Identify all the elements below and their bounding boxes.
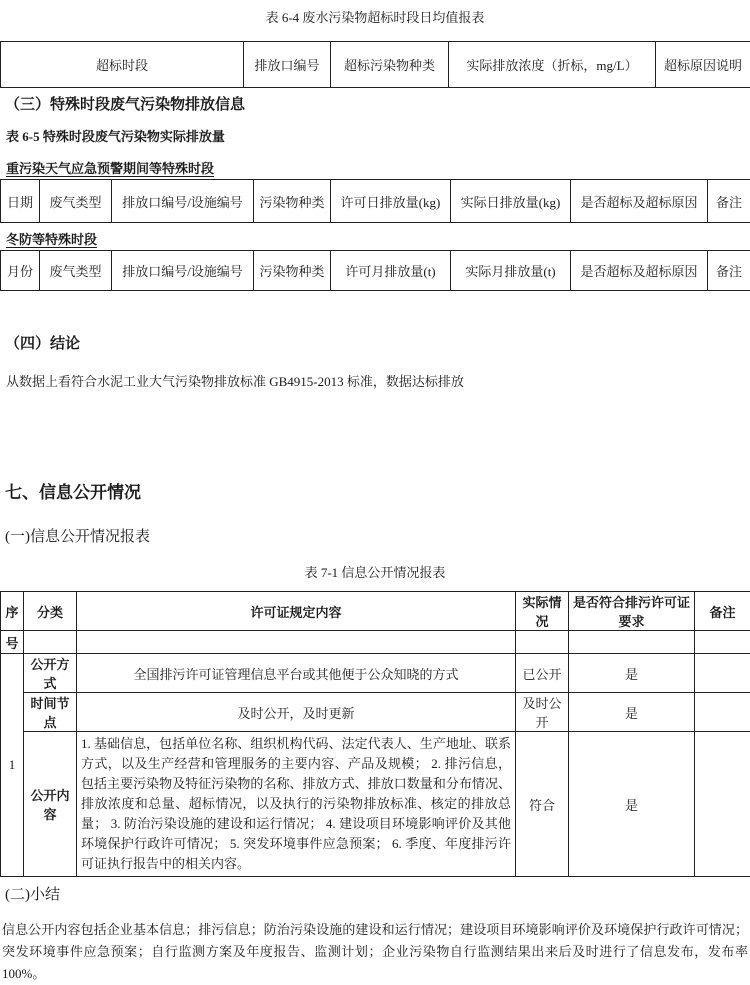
col-header-date: 日期 bbox=[1, 180, 40, 223]
col-header-actual-daily-emission: 实际日排放量(kg) bbox=[451, 180, 571, 223]
table-6-5b-header-row bbox=[1, 251, 750, 291]
actual-situation-cell: 已公开 bbox=[516, 654, 569, 693]
col-header-exceed-reason: 超标原因说明 bbox=[656, 42, 750, 88]
col-header-outlet-facility-id: 排放口编号/设施编号 bbox=[112, 180, 254, 223]
special-period-label-winter: 冬防等特殊时段 bbox=[0, 229, 97, 248]
col-header-remark: 备注 bbox=[708, 251, 750, 291]
col-header-remark: 备注 bbox=[708, 180, 750, 223]
table-6-5a-header-row bbox=[1, 180, 750, 223]
actual-situation-cell: 符合 bbox=[516, 732, 569, 877]
col-header-exceed-period: 超标时段 bbox=[1, 42, 244, 88]
col-header-gas-type: 废气类型 bbox=[40, 180, 112, 223]
empty-cell bbox=[569, 631, 695, 654]
table-6-4-title: 表 6-4 废水污染物超标时段日均值报表 bbox=[0, 7, 750, 26]
col-header-actual-situation: 实际情况 bbox=[516, 592, 569, 631]
table-6-4-header-row bbox=[1, 42, 750, 88]
empty-cell bbox=[77, 631, 516, 654]
col-header-exceed-and-reason: 是否超标及超标原因 bbox=[571, 180, 708, 223]
table-6-5-caption: 表 6-5 特殊时段废气污染物实际排放量 bbox=[0, 126, 750, 145]
table-6-5-heavy-pollution bbox=[0, 179, 750, 223]
col-header-category: 分类 bbox=[24, 592, 77, 631]
col-header-permitted-monthly-emission: 许可月排放量(t) bbox=[331, 251, 451, 291]
col-header-actual-concentration: 实际排放浓度（折标，mg/L） bbox=[449, 42, 656, 88]
table-7-1-row-disclosure-content bbox=[1, 732, 750, 877]
col-header-outlet-id: 排放口编号 bbox=[244, 42, 331, 88]
category-cell: 时间节点 bbox=[24, 693, 77, 732]
col-header-actual-monthly-emission: 实际月排放量(t) bbox=[451, 251, 571, 291]
compliance-cell: 是 bbox=[569, 693, 695, 732]
col-header-seq-top: 序 bbox=[1, 592, 24, 631]
table-7-1 bbox=[0, 591, 750, 877]
permit-content-cell: 及时公开，及时更新 bbox=[77, 693, 516, 732]
table-7-1-row-disclosure-method bbox=[1, 654, 750, 693]
col-header-outlet-facility-id: 排放口编号/设施编号 bbox=[112, 251, 254, 291]
permit-content-cell: 1. 基础信息，包括单位名称、组织机构代码、法定代表人、生产地址、联系方式，以及生产经营和管理服务的主要内容、产品及规模； 2. 排污信息，包括主要污染物及特征污染物的名称、排放方式、排放口数量和分布情况、排放浓度和总量、超标情况，以及执行的污染物排放标准、核定的排放总量； 3. 防治污染设施的建设和运行情况； 4. 建设项目环境影响评价及其他环境保护行政许可情况； 5. 突发环境事件应急预案； 6. 季度、年度排污许可证执行报告中的相关内容。 bbox=[77, 732, 516, 877]
special-period-label-heavy-pollution: 重污染天气应急预警期间等特殊时段 bbox=[0, 158, 214, 177]
actual-situation-cell: 及时公开 bbox=[516, 693, 569, 732]
col-header-permitted-daily-emission: 许可日排放量(kg) bbox=[331, 180, 451, 223]
col-header-pollutant-kind: 污染物种类 bbox=[254, 251, 331, 291]
table-7-1-row-time-node bbox=[1, 693, 750, 732]
table-6-4 bbox=[0, 41, 750, 88]
report-document bbox=[0, 7, 750, 824]
col-header-pollutant-type: 超标污染物种类 bbox=[331, 42, 449, 88]
compliance-cell: 是 bbox=[569, 654, 695, 693]
empty-cell bbox=[24, 631, 77, 654]
col-header-month: 月份 bbox=[1, 251, 40, 291]
chapter-7-heading: 七、信息公开情况 bbox=[0, 478, 750, 503]
col-header-exceed-and-reason: 是否超标及超标原因 bbox=[571, 251, 708, 291]
remark-cell bbox=[695, 732, 750, 877]
section-7-1-heading: (一)信息公开情况报表 bbox=[0, 525, 750, 546]
empty-cell bbox=[695, 631, 750, 654]
table-7-1-title: 表 7-1 信息公开情况报表 bbox=[0, 562, 750, 581]
permit-content-cell: 全国排污许可证管理信息平台或其他便于公众知晓的方式 bbox=[77, 654, 516, 693]
compliance-cell: 是 bbox=[569, 732, 695, 877]
col-header-gas-type: 废气类型 bbox=[40, 251, 112, 291]
table-6-5-winter bbox=[0, 250, 750, 291]
col-header-permit-content: 许可证规定内容 bbox=[77, 592, 516, 631]
table-7-1-header-row-1 bbox=[1, 592, 750, 631]
col-header-seq-bottom: 号 bbox=[1, 631, 24, 654]
col-header-pollutant-kind: 污染物种类 bbox=[254, 180, 331, 223]
category-cell: 公开方式 bbox=[24, 654, 77, 693]
section-4-heading: （四）结论 bbox=[0, 332, 750, 353]
remark-cell bbox=[695, 693, 750, 732]
seq-number-cell: 1 bbox=[1, 654, 24, 877]
table-7-1-header-row-2 bbox=[1, 631, 750, 654]
remark-cell bbox=[695, 654, 750, 693]
conclusion-text: 从数据上看符合水泥工业大气污染物排放标准 GB4915-2013 标准，数据达标排放 bbox=[0, 371, 750, 390]
section-3-heading: （三）特殊时段废气污染物排放信息 bbox=[0, 93, 750, 114]
category-cell: 公开内容 bbox=[24, 732, 77, 877]
section-7-2-heading: (二)小结 bbox=[0, 883, 750, 904]
summary-paragraph: 信息公开内容包括企业基本信息；排污信息；防治污染设施的建设和运行情况；建设项目环境影响评价及环境保护行政许可情况；突发环境事件应急预案；自行监测方案及年度报告、监测计划；企业污染物自行监测结果出来后及时进行了信息发布，发布率 100%。 bbox=[0, 919, 750, 985]
col-header-remark: 备注 bbox=[695, 592, 750, 631]
empty-cell bbox=[516, 631, 569, 654]
col-header-compliance: 是否符合排污许可证要求 bbox=[569, 592, 695, 631]
